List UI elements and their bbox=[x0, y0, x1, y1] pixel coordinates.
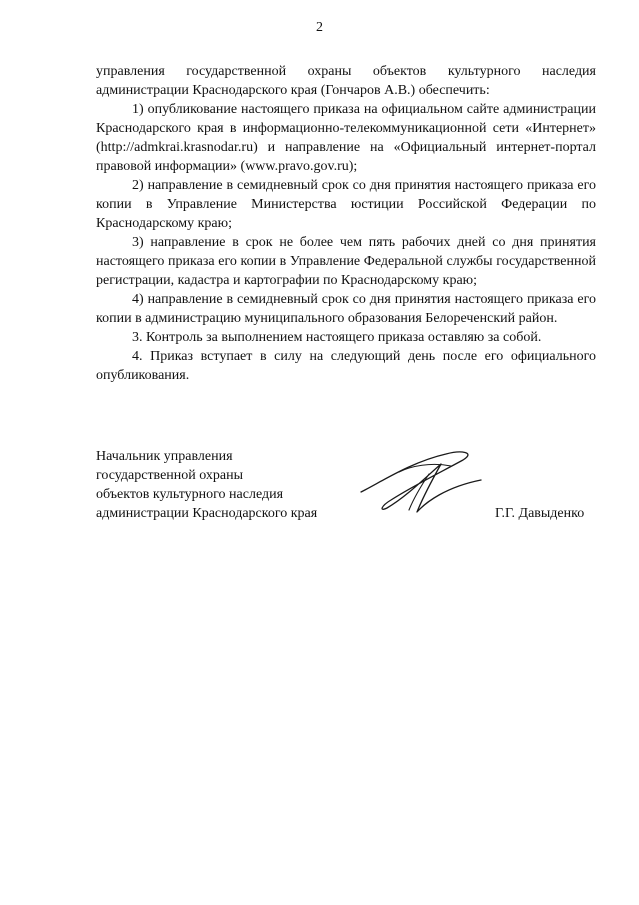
handwritten-signature-icon bbox=[351, 442, 491, 522]
body-paragraph: управления государственной охраны объектов культурного наследия администрации Краснодарского края (Гончаров А.В.) обеспечить: bbox=[96, 64, 596, 98]
signer-title-line: администрации Краснодарского края bbox=[96, 506, 318, 521]
body-paragraph: 4. Приказ вступает в силу на следующий день после его официального опубликования. bbox=[96, 349, 596, 383]
page-number: 2 bbox=[316, 20, 323, 35]
body-paragraph: 4) направление в семидневный срок со дня принятия настоящего приказа его копии в администрацию муниципального образования Белореченский район. bbox=[96, 292, 596, 326]
signer-name: Г.Г. Давыденко bbox=[495, 506, 585, 521]
body-paragraph: 3) направление в срок не более чем пять рабочих дней со дня принятия настоящего приказа его копии в Управление Федеральной службы государственной регистрации, кадастра и картографии по Краснодарскому краю; bbox=[96, 235, 596, 288]
body-paragraph: 3. Контроль за выполнением настоящего приказа оставляю за собой. bbox=[132, 330, 542, 345]
body-paragraph: 1) опубликование настоящего приказа на официальном сайте администрации Краснодарского края в информационно-телекоммуникационной сети «Интернет» (http://admkrai.krasnodar.ru) и направление на «Официальный интернет-портал правовой информации» (www.pravo.gov.ru); bbox=[96, 102, 596, 174]
signature-block bbox=[96, 447, 596, 523]
body-paragraph: 2) направление в семидневный срок со дня принятия настоящего приказа его копии в Управление Министерства юстиции Российской Федерации по Краснодарскому краю; bbox=[96, 178, 596, 231]
signer-title-line: Начальник управления bbox=[96, 449, 233, 464]
signer-title-line: государственной охраны bbox=[96, 468, 244, 483]
document-body bbox=[96, 62, 596, 385]
signer-title-line: объектов культурного наследия bbox=[96, 487, 284, 502]
